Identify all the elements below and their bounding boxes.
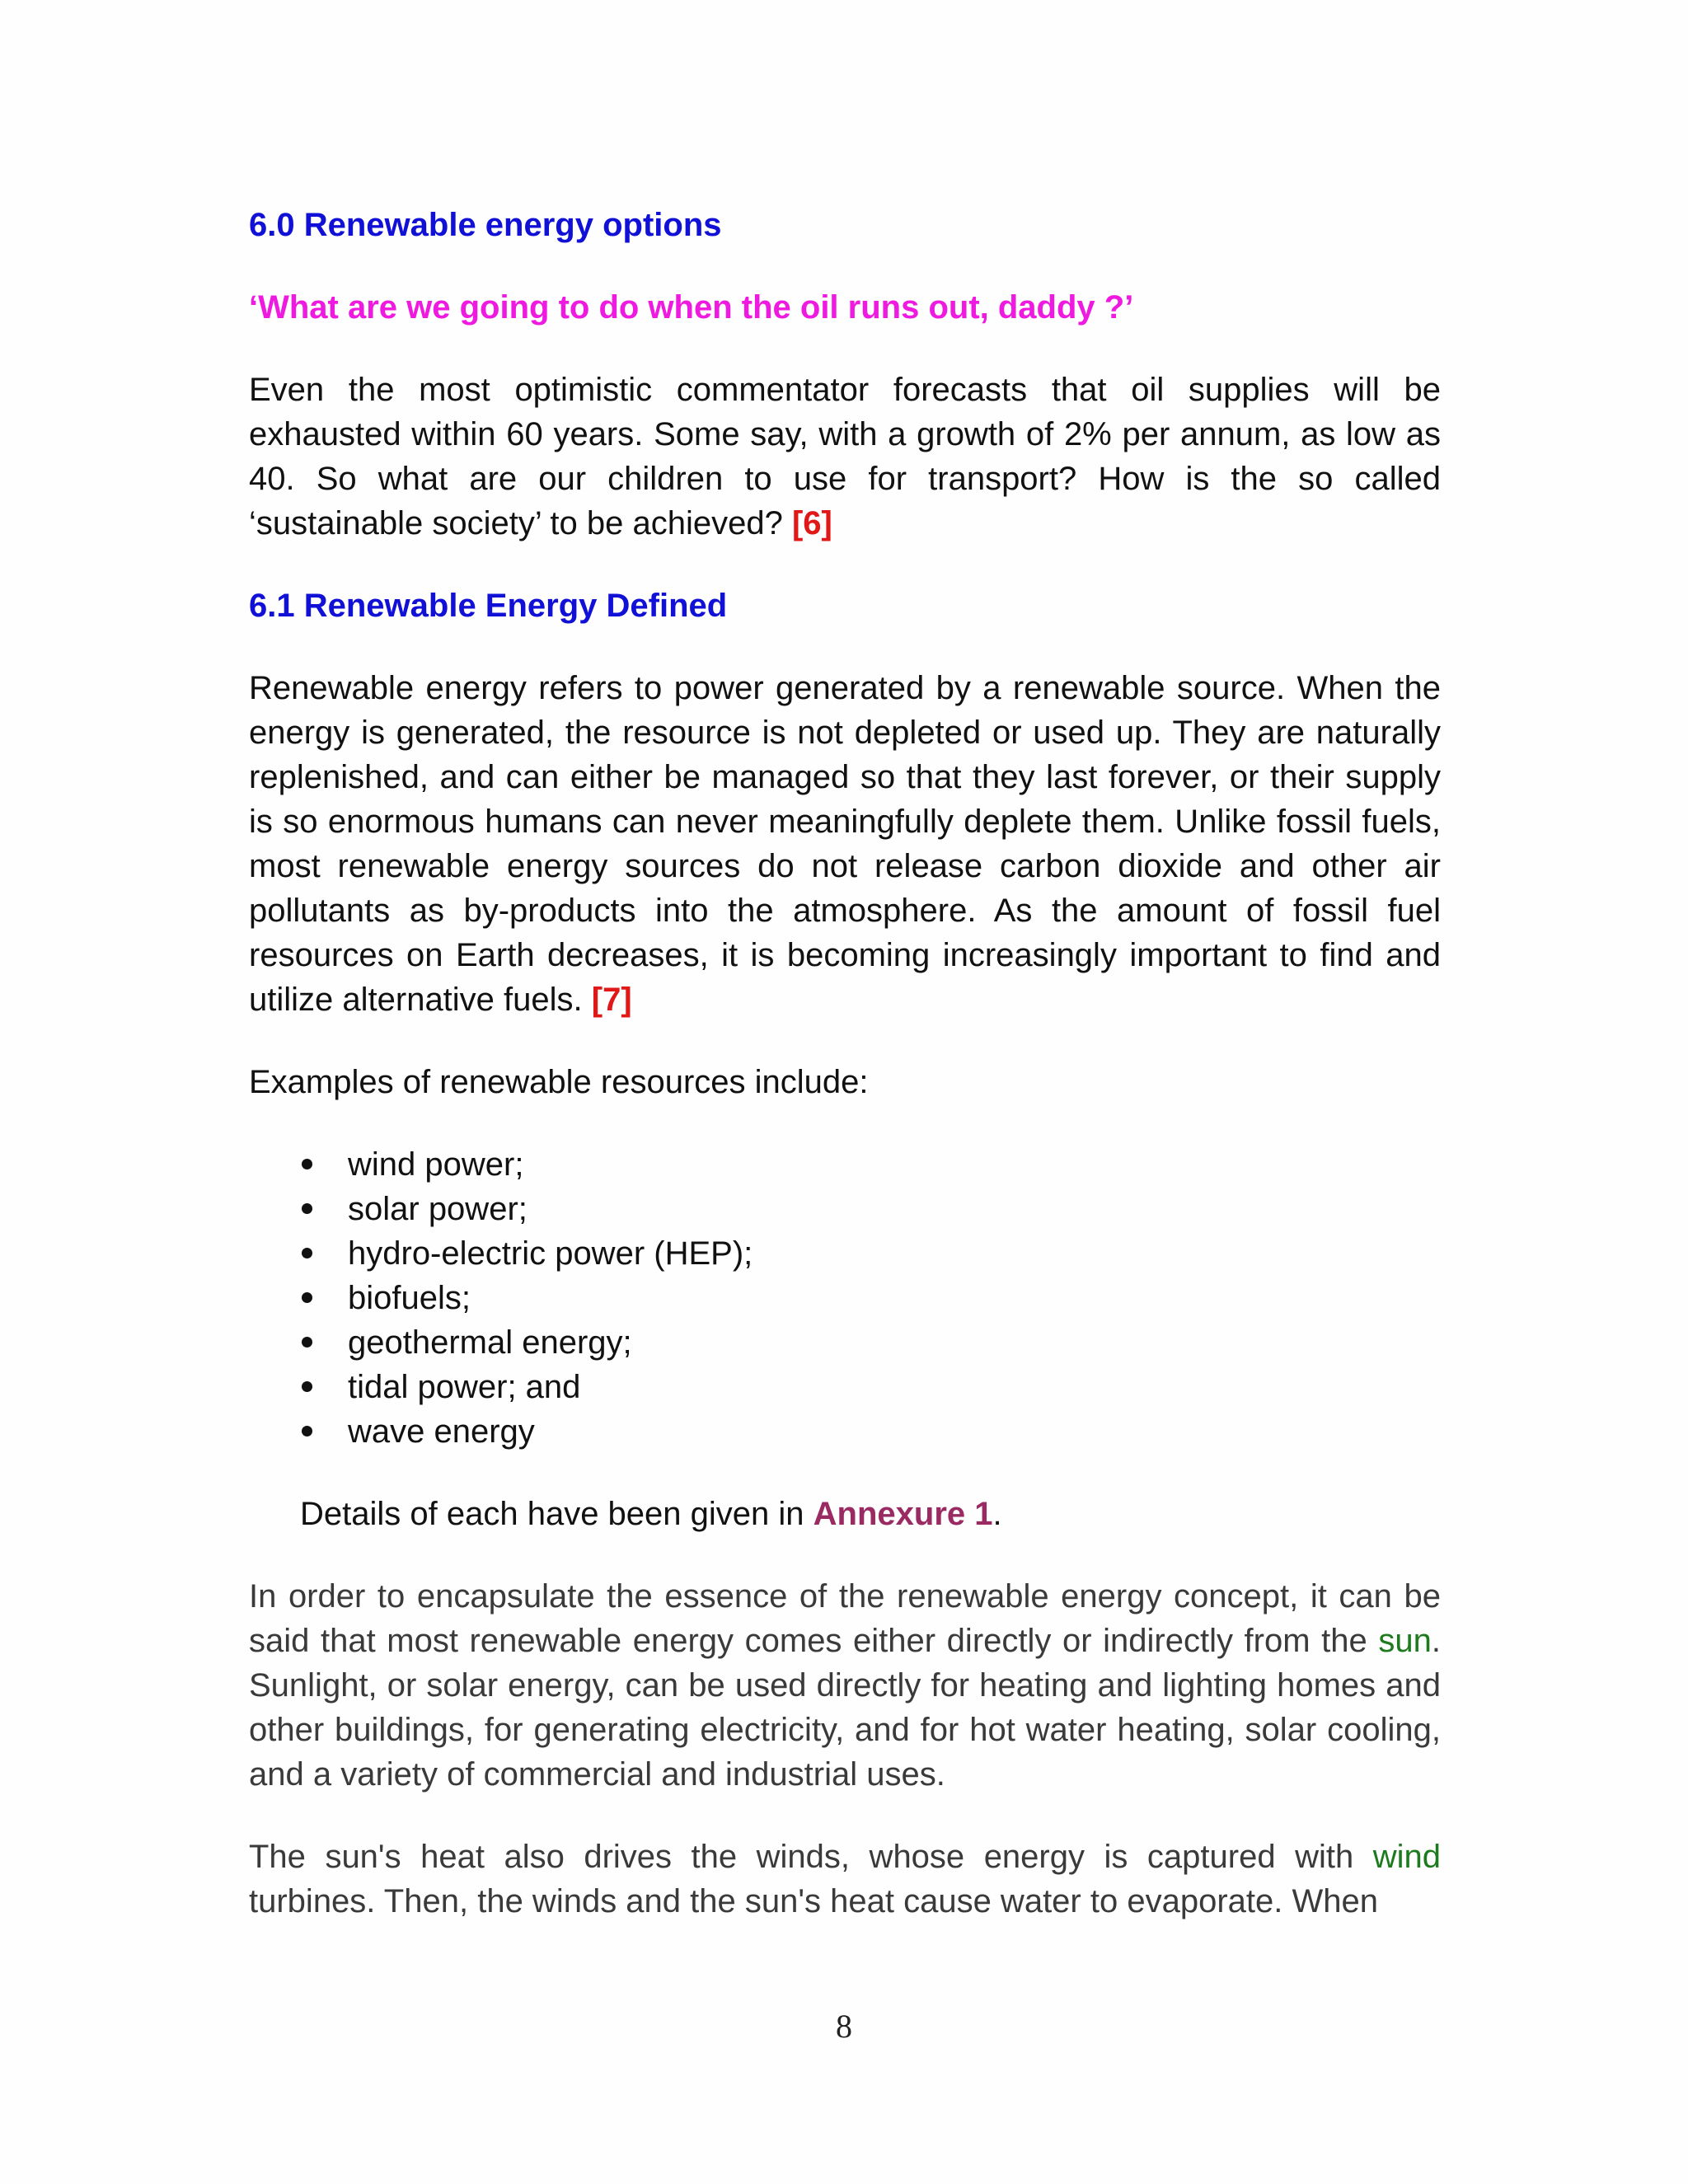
annexure-link[interactable]: Annexure 1 [813, 1496, 993, 1532]
list-item [249, 1365, 1441, 1409]
bullet-icon [302, 1159, 312, 1169]
bullet-icon [302, 1426, 312, 1436]
wind-link[interactable]: wind [1372, 1839, 1441, 1875]
bullet-icon [302, 1292, 312, 1303]
list-item [249, 1409, 1441, 1454]
bullet-icon [302, 1337, 312, 1347]
paragraph-text: Even the most optimistic commentator forecasts that oil supplies will be exhausted within 60 years. Some say, with a growth of 2% per annum, as low as 40. So what are our children to use for transport? How is the so called ‘sustainable society’ to be achieved? [249, 372, 1441, 541]
list-item [249, 1231, 1441, 1276]
list-item-label: solar power; [348, 1191, 528, 1227]
paragraph-text: Renewable energy refers to power generated by a renewable source. When the energy is generated, the resource is not depleted or used up. They are naturally replenished, and can either be managed so that they last forever, or their supply is so enormous humans can never meaningfully deplete them. Unlike fossil fuels, most renewable energy sources do not release carbon dioxide and other air pollutants as by-products into the atmosphere. As the amount of fossil fuel resources on Earth decreases, it is becoming increasingly important to find and utilize alternative fuels. [249, 670, 1441, 1018]
bullet-icon [302, 1381, 312, 1392]
paragraph-wind-turbines [249, 1835, 1441, 1924]
list-item-label: biofuels; [348, 1280, 471, 1316]
examples-intro: Examples of renewable resources include: [249, 1064, 869, 1100]
list-item [249, 1142, 1441, 1187]
details-prefix: Details of each have been given in [300, 1496, 804, 1532]
paragraph-text-after: . Sunlight, or solar energy, can be used directly for heating and lighting homes and other buildings, for generating electricity, and for hot water heating, solar cooling, and a variety of commercial and industrial uses. [249, 1623, 1441, 1793]
list-item-label: tidal power; and [348, 1369, 581, 1405]
list-item-label: geothermal energy; [348, 1324, 632, 1361]
details-suffix: . [992, 1496, 1002, 1532]
sun-link[interactable]: sun [1378, 1623, 1432, 1659]
list-item-label: wind power; [348, 1146, 524, 1183]
paragraph-oil-supplies [249, 368, 1441, 546]
paragraph-text-after: turbines. Then, the winds and the sun's heat cause water to evaporate. When [249, 1883, 1378, 1919]
page-content [249, 203, 1441, 1961]
list-item [249, 1187, 1441, 1231]
paragraph-sun-source [249, 1574, 1441, 1797]
paragraph-text-before: In order to encapsulate the essence of the renewable energy concept, it can be said that most renewable energy comes either directly or indirectly from the [249, 1578, 1441, 1659]
reference-6[interactable]: [6] [791, 505, 832, 541]
section-heading-6-0: 6.0 Renewable energy options [249, 207, 722, 243]
details-annexure-line [249, 1492, 1441, 1536]
bullet-icon [302, 1248, 312, 1258]
renewable-examples-list [249, 1142, 1441, 1454]
list-item [249, 1276, 1441, 1320]
list-item-label: hydro-electric power (HEP); [348, 1235, 753, 1272]
list-item-label: wave energy [348, 1413, 535, 1450]
bullet-icon [302, 1203, 312, 1214]
reference-7[interactable]: [7] [591, 982, 632, 1018]
section-heading-6-1: 6.1 Renewable Energy Defined [249, 588, 728, 624]
list-item [249, 1320, 1441, 1365]
paragraph-renewable-definition [249, 666, 1441, 1022]
paragraph-text-before: The sun's heat also drives the winds, whose energy is captured with [249, 1839, 1354, 1875]
section-quote: ‘What are we going to do when the oil runs out, daddy ?’ [249, 289, 1134, 326]
page-number: 8 [836, 2008, 852, 2045]
